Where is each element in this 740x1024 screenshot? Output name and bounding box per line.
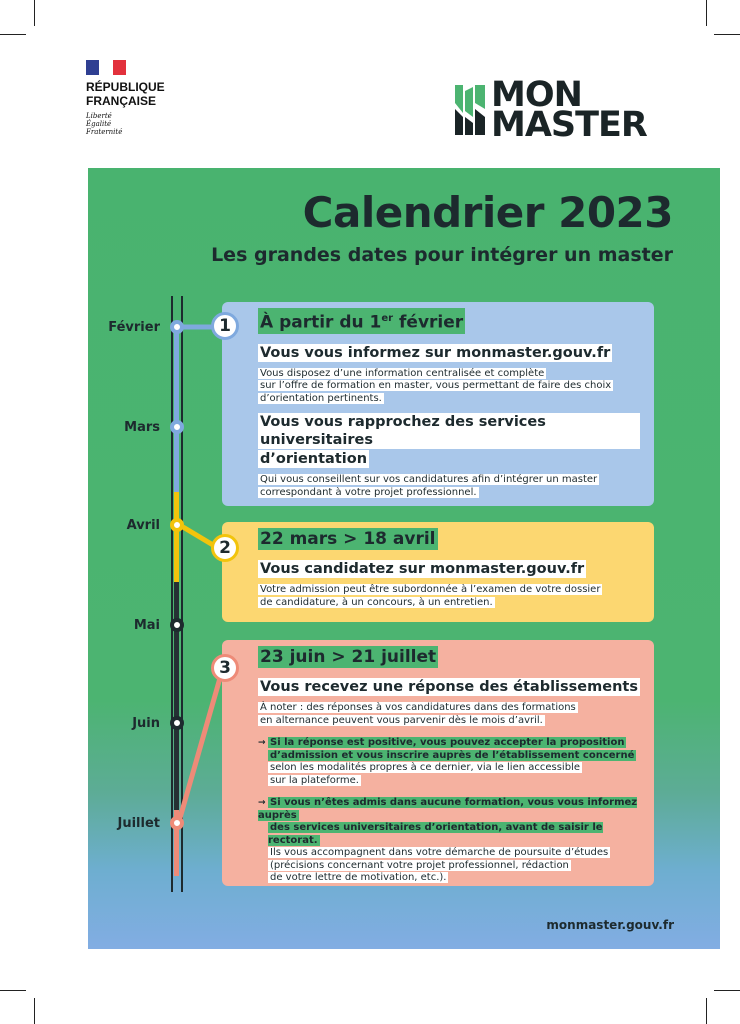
republic-motto: Liberté Égalité Fraternité: [86, 112, 123, 136]
month-dot: [170, 716, 184, 730]
month-dot: [170, 618, 184, 632]
step-heading-2: Vous vous rapprochez des services universitaires d’orientation: [258, 413, 640, 468]
step-number-badge: 1: [211, 312, 239, 340]
step-card-1: [222, 302, 654, 506]
step-heading: Vous recevez une réponse des établissements: [260, 679, 638, 695]
step-date: 23 juin > 21 juillet: [260, 647, 437, 667]
step-heading: Vous candidatez sur monmaster.gouv.fr: [260, 561, 585, 577]
step-text: Votre admission peut être subordonnée à l’examen de votre dossier de candidature, à un concours, à un entretien.: [260, 584, 601, 608]
arrow-right-icon: →: [258, 738, 266, 748]
step-card-3: [222, 640, 654, 886]
poster-subtitle: Les grandes dates pour intégrer un master: [211, 244, 673, 266]
month-label: Mai: [133, 618, 160, 633]
month-label: Juillet: [117, 816, 160, 831]
step-date: À partir du 1er février: [258, 308, 465, 334]
connector-step-2: [183, 527, 213, 545]
step-text: Vous disposez d’une information centralisée et complète sur l’offre de formation en master, vous permettant de faire des choix d’orientation pertinents.: [260, 367, 612, 404]
month-dot: [170, 518, 184, 532]
step-date: 22 mars > 18 avril: [260, 529, 436, 549]
month-label: Mars: [124, 420, 160, 435]
step-bullet-1: → Si la réponse est positive, vous pouvez accepter la proposition d’admission et vous inscrire auprès de l’établissement concerné selon les modalités propres à ce dernier, via le lien accessible sur la plateforme.: [258, 737, 635, 786]
month-dot: [170, 320, 184, 334]
month-dot: [170, 420, 184, 434]
step-bullet-2: → Si vous n’êtes admis dans aucune formation, vous vous informez auprès des services universitaires d’orientation, avant de saisir le rectorat. Ils vous accompagnent dans votre démarche de poursuite d’études (précisions concernant votre projet professionnel, rédaction de votre lettre de motivation, etc.).: [258, 797, 638, 883]
footer-url[interactable]: monmaster.gouv.fr: [546, 918, 674, 932]
month-label: Février: [108, 320, 160, 335]
month-label: Juin: [132, 716, 160, 731]
connector-step-3: [180, 678, 220, 818]
step-text-2: Qui vous conseillent sur vos candidatures afin d’intégrer un master correspondant à votre projet professionnel.: [260, 474, 598, 498]
poster-title: Calendrier 2023: [302, 188, 673, 237]
mon-master-wordmark: MON MASTER: [491, 75, 647, 145]
step-number-badge: 3: [211, 654, 239, 682]
step-heading: Vous vous informez sur monmaster.gouv.fr: [260, 344, 611, 361]
step-number-badge: 2: [211, 534, 239, 562]
arrow-right-icon: →: [258, 798, 266, 808]
month-dot: [170, 816, 184, 830]
republic-name: RÉPUBLIQUE FRANÇAISE: [86, 80, 165, 108]
month-label: Avril: [126, 518, 160, 533]
step-text: À noter : des réponses à vos candidatures dans des formations en alternance peuvent vous parvenir dès le mois d’avril.: [260, 702, 576, 726]
step-card-2: [222, 522, 654, 622]
